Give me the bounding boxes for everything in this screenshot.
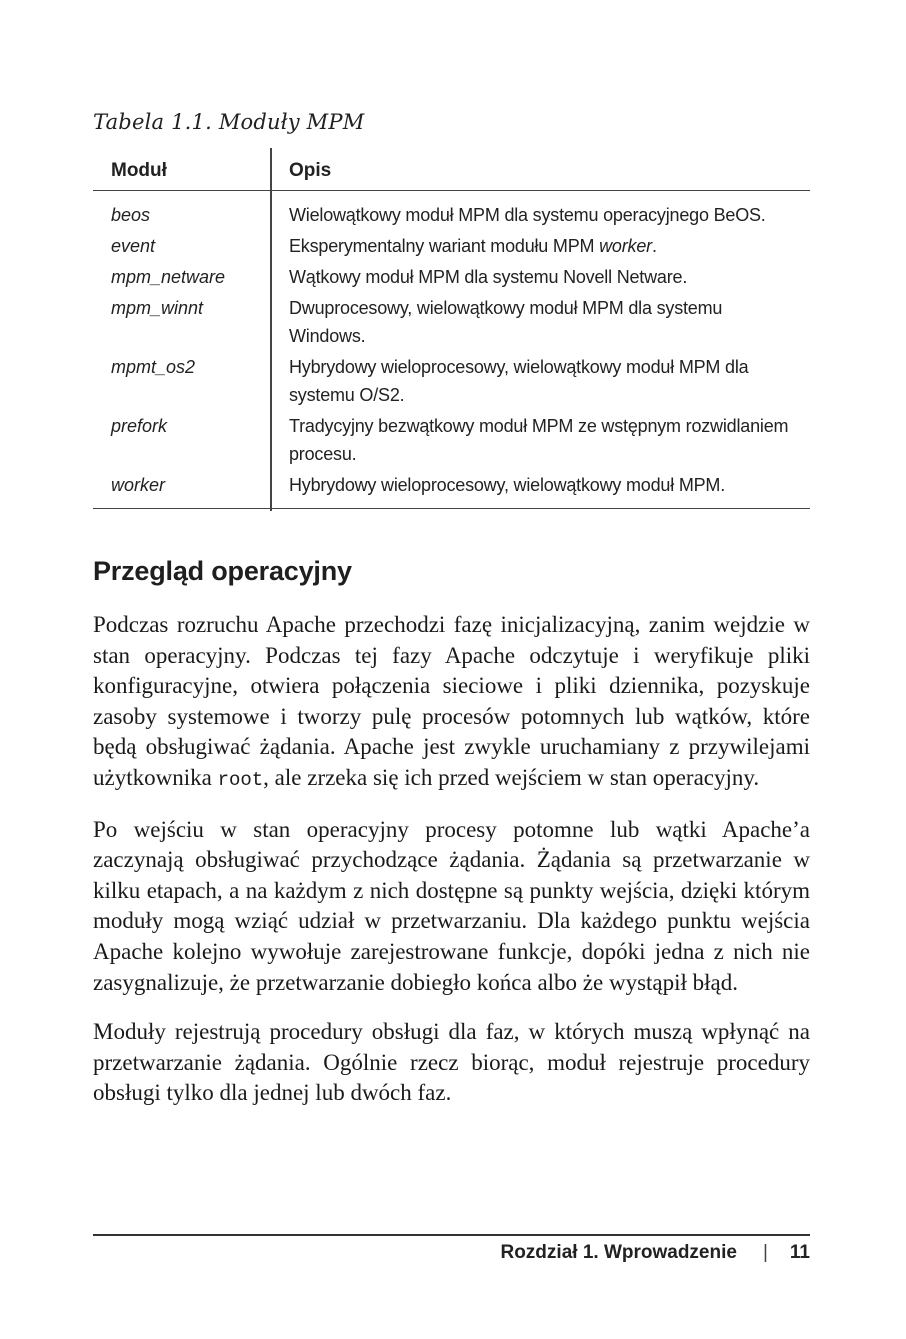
paragraph [93,610,810,796]
table-header [93,148,810,191]
table-row [93,412,810,468]
paragraph: Moduły rejestrują procedury obsługi dla faz, w których muszą wpłynąć na przetwarzanie żądania. Ogólnie rzecz biorąc, moduł rejestruje procedury obsługi tylko dla jednej lub dwóch faz. [93,1019,810,1106]
module-description: Tradycyjny bezwątkowy moduł MPM ze wstępnym rozwidlaniem procesu. [289,416,789,464]
chapter-title: Rozdział 1. Wprowadzenie [500,1242,737,1263]
module-name: prefork [111,416,168,436]
header-module: Moduł [111,160,167,181]
table-row [93,353,810,409]
paragraph-text-end: , ale zrzeka się ich przed wejściem w stan operacyjny. [263,764,760,790]
book-page [93,0,810,1339]
page-footer [500,1242,810,1264]
paragraph-text: Podczas rozruchu Apache przechodzi fazę inicjalizacyjną, zanim wejdzie w stan operacyjny. Podczas tej fazy Apache odczytuje i weryfikuje pliki konfiguracyjne, otwiera połączenia sieciowe i pliki dziennika, pozyskuje zasoby systemowe i tworzy pulę procesów potomnych lub wątków, które będą obsługiwać żądania. Apache jest zwykle uruchamiany z przywilejami użytkownika [93,612,810,790]
module-name: mpmt_os2 [111,357,196,377]
description-text: Eksperymentalny wariant modułu MPM [289,236,600,256]
module-description: Wielowątkowy moduł MPM dla systemu operacyjnego BeOS. [289,205,766,225]
paragraph: Po wejściu w stan operacyjny procesy potomne lub wątki Apache’a zaczynają obsługiwać przychodzące żądania. Żądania są przetwarzanie w kilku etapach, a na każdym z nich dostępne są punkty wejścia, dzięki którym moduły mogą wziąć udział w przetwarzaniu. Dla każdego punktu wejścia Apache kolejno wywołuje zarejestrowane funkcje, dopóki jedna z nich nie zasygnalizuje, że przetwarzanie dobiegło końca albo że wystąpił błąd. [93,816,810,995]
module-name: mpm_netware [111,267,226,287]
module-description: Hybrydowy wieloprocesowy, wielowątkowy moduł MPM dla systemu O/S2. [289,357,749,405]
inline-code: root [217,768,264,791]
module-name: beos [111,205,151,225]
table-row [93,263,810,291]
table-row [93,294,810,350]
table-row [93,471,810,499]
page-number: 11 [789,1242,810,1263]
footer-rule [93,1234,810,1236]
module-description [289,232,810,260]
module-description: Dwuprocesowy, wielowątkowy moduł MPM dla systemu Windows. [289,298,723,346]
description-text-end: . [651,236,657,256]
module-name: event [111,236,156,256]
mpm-modules-table [93,148,810,509]
module-description: Hybrydowy wieloprocesowy, wielowątkowy moduł MPM. [289,475,726,495]
table-row [93,201,810,229]
section-body [93,610,810,1128]
module-name: mpm_winnt [111,298,204,318]
table-body [93,191,810,509]
table-caption: Tabela 1.1. Moduły MPM [93,110,365,134]
module-description: Wątkowy moduł MPM dla systemu Novell Netware. [289,267,688,287]
footer-separator: | [762,1242,768,1263]
section-heading: Przegląd operacyjny [93,556,352,586]
description-emphasis: worker [599,236,652,256]
module-name: worker [111,475,166,495]
table-row [93,232,810,260]
header-description: Opis [289,160,332,181]
